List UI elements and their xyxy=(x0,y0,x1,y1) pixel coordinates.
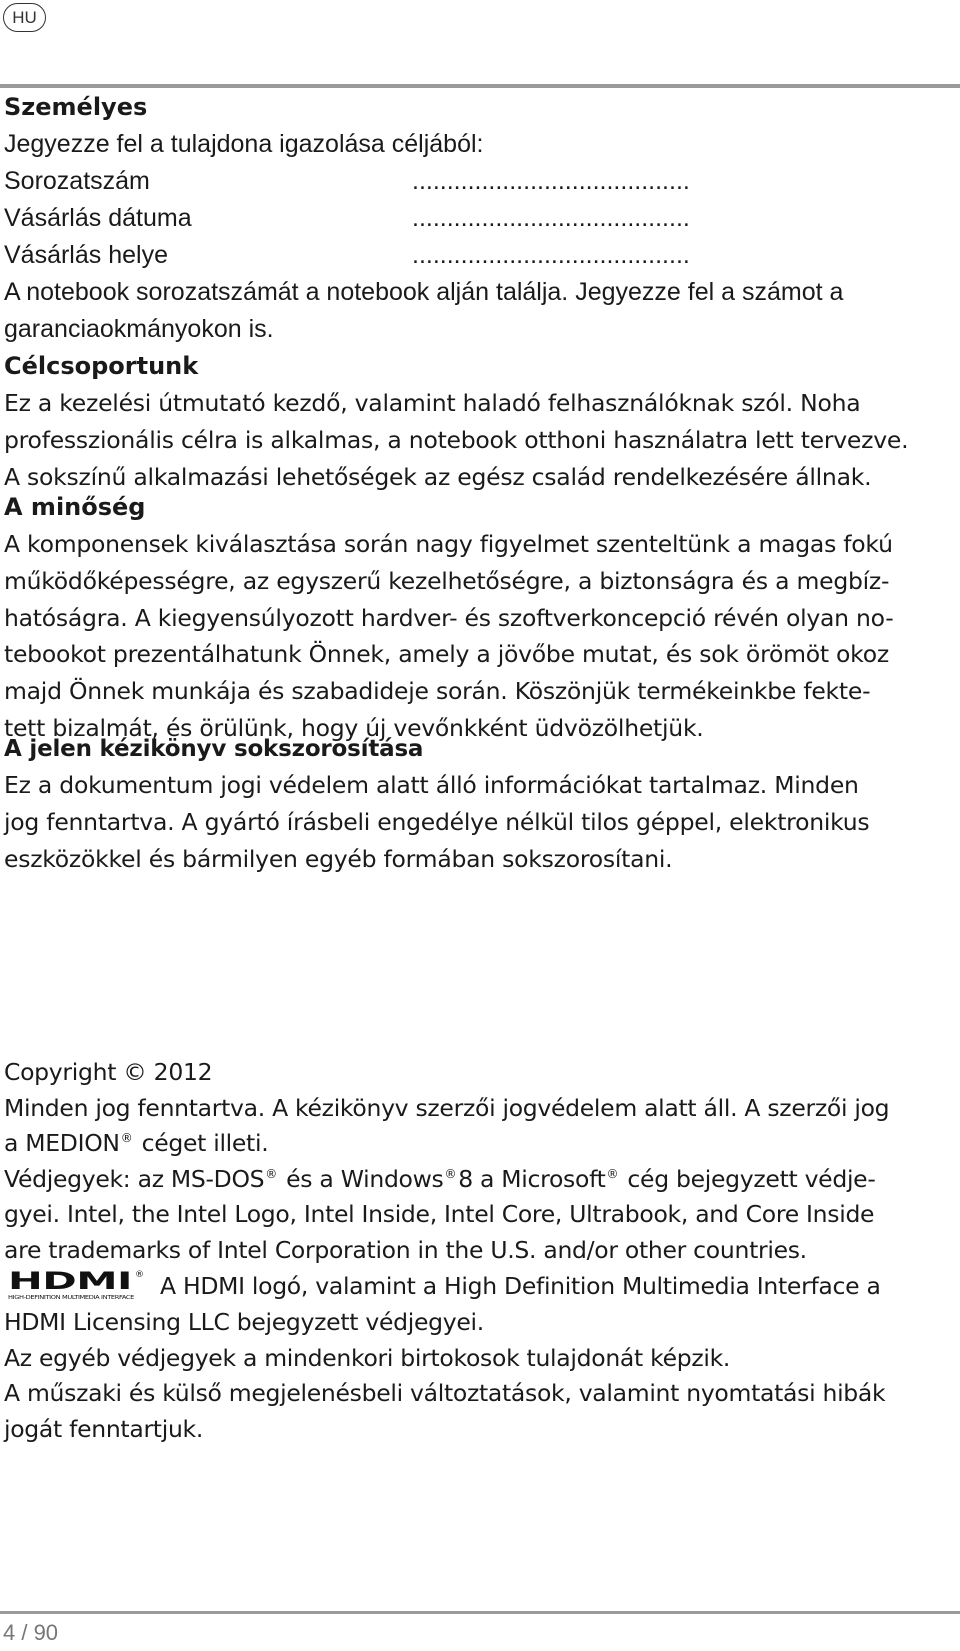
personal-note-line: A notebook sorozatszámát a notebook alján találja. Jegyezze fel a számot a xyxy=(4,278,844,306)
quality-line: működőképességre, az egyszerű kezelhetőségre, a biztonságra és a megbíz- xyxy=(4,566,890,595)
bottom-divider xyxy=(0,1611,960,1614)
changes-line: A műszaki és külső megjelenésbeli változtatások, valamint nyomtatási hibák xyxy=(4,1379,886,1407)
serial-number-field: ........................................ xyxy=(412,167,690,195)
quality-heading: A minőség xyxy=(4,493,146,521)
registered-mark: ® xyxy=(265,1166,277,1181)
serial-number-row xyxy=(4,163,952,200)
medion-line xyxy=(4,1126,952,1162)
quality-line: tebookot prezentálhatunk Önnek, amely a jövőbe mutat, és sok örömöt okoz xyxy=(4,640,889,669)
page-number: 4 / 90 xyxy=(3,1620,59,1645)
target-section xyxy=(4,348,952,495)
svg-text:HIGH-DEFINITION MULTIMEDIA INT: HIGH-DEFINITION MULTIMEDIA INTERFACE xyxy=(8,1295,135,1301)
rights-line: Minden jog fenntartva. A kézikönyv szerzői jogvédelem alatt áll. A szerzői jog xyxy=(4,1093,890,1122)
serial-number-label: Sorozatszám xyxy=(4,167,150,195)
purchase-date-row xyxy=(4,200,952,237)
purchase-date-label: Vásárlás dátuma xyxy=(4,204,192,232)
medion-text: a MEDION xyxy=(4,1129,120,1157)
target-line: Ez a kezelési útmutató kezdő, valamint haladó felhasználóknak szól. Noha xyxy=(4,389,861,417)
trademarks-text: Védjegyek: az MS-DOS xyxy=(4,1164,265,1193)
personal-intro: Jegyezze fel a tulajdona igazolása céljából: xyxy=(4,130,484,158)
purchase-date-field: ........................................ xyxy=(412,204,690,232)
medion-text-end: céget illeti. xyxy=(134,1129,269,1157)
language-badge: HU xyxy=(3,3,46,32)
quality-line: A komponensek kiválasztása során nagy figyelmet szenteltünk a magas fokú xyxy=(4,530,893,558)
reproduction-section xyxy=(4,731,952,877)
hdmi-text: A HDMI logó, valamint a High Definition Multimedia Interface a xyxy=(160,1272,881,1300)
reproduction-line: Ez a dokumentum jogi védelem alatt álló információkat tartalmaz. Minden xyxy=(4,771,859,799)
reproduction-line: eszközökkel és bármilyen egyéb formában sokszorosítani. xyxy=(4,844,673,873)
trademarks-line xyxy=(4,1162,952,1198)
copyright-section xyxy=(4,1055,952,1447)
purchase-place-field: ........................................ xyxy=(412,241,690,269)
registered-mark: ® xyxy=(444,1166,457,1181)
copyright-line: Copyright © 2012 xyxy=(4,1058,213,1086)
trademarks-text: és a Windows xyxy=(278,1164,444,1193)
reproduction-heading: A jelen kézikönyv sokszorosítása xyxy=(4,736,424,762)
registered-mark: ® xyxy=(120,1131,133,1145)
target-line: professzionális célra is alkalmas, a notebook otthoni használatra lett tervezve. xyxy=(4,425,909,454)
quality-line: tett bizalmát, és örülünk, hogy új vevőnkként üdvözölhetjük. xyxy=(4,713,704,742)
changes-line: jogát fenntartjuk. xyxy=(4,1414,204,1443)
target-line: A sokszínű alkalmazási lehetőségek az egész család rendelkezésére állnak. xyxy=(4,462,872,491)
trademarks-text: cég bejegyzett védje- xyxy=(620,1164,876,1193)
trademarks-text: 8 a Microsoft xyxy=(458,1164,606,1193)
svg-text:HDMI: HDMI xyxy=(8,1269,132,1295)
intel-line: are trademarks of Intel Corporation in the U.S. and/or other countries. xyxy=(4,1235,807,1264)
quality-line: majd Önnek munkája és szabadideje során. Köszönjük termékeinkbe fekte- xyxy=(4,677,871,706)
target-heading: Célcsoportunk xyxy=(4,352,199,380)
personal-note-line: garanciaokmányokon is. xyxy=(4,315,274,343)
reproduction-line: jog fenntartva. A gyártó írásbeli engedélye nélkül tilos géppel, elektronikus xyxy=(4,807,870,836)
other-trademarks-line: Az egyéb védjegyek a mindenkori birtokosok tulajdonát képzik. xyxy=(4,1343,731,1372)
hdmi-line xyxy=(4,1268,952,1305)
quality-line: hatóságra. A kiegyensúlyozott hardver- és szoftverkoncepció révén olyan no- xyxy=(4,603,894,632)
registered-mark: ® xyxy=(606,1166,619,1181)
quality-section xyxy=(4,489,952,747)
svg-text:®: ® xyxy=(135,1270,144,1280)
purchase-place-row xyxy=(4,237,952,274)
personal-heading: Személyes xyxy=(4,93,148,121)
intel-line: gyei. Intel, the Intel Logo, Intel Inside, Intel Core, Ultrabook, and Core Inside xyxy=(4,1200,875,1228)
hdmi-line-2: HDMI Licensing LLC bejegyzett védjegyei. xyxy=(4,1308,484,1336)
purchase-place-label: Vásárlás helye xyxy=(4,241,168,269)
personal-section xyxy=(4,89,952,348)
top-divider xyxy=(0,84,960,88)
